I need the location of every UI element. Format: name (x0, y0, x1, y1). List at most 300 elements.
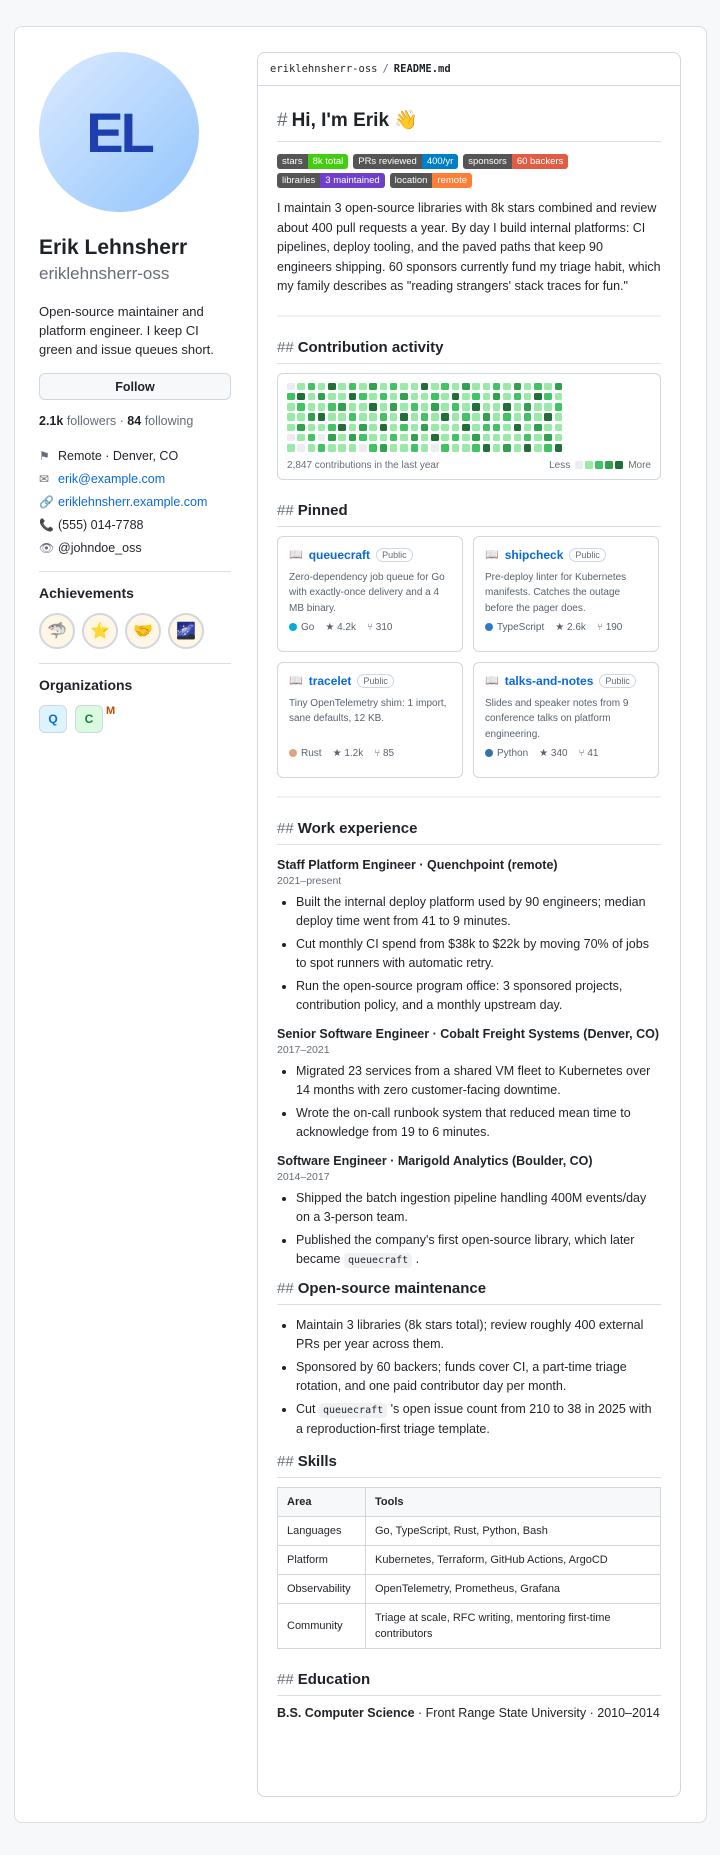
job-title: Staff Platform Engineer · Quenchpoint (remote) (277, 857, 558, 872)
pin-header (485, 674, 647, 688)
org-extra-badge[interactable]: M (106, 705, 116, 717)
contribution-cell[interactable] (431, 424, 439, 432)
contribution-cell[interactable] (359, 413, 367, 421)
table-cell: Community (278, 1603, 366, 1648)
education-heading-text: Education (297, 1670, 371, 1688)
phone-text: (555) 014-7788 (58, 517, 144, 532)
repo-description: Zero-dependency job queue for Go with exactly-once delivery and a 4 MB binary. (289, 571, 445, 614)
repo-stars[interactable] (325, 622, 356, 633)
contribution-cell[interactable] (493, 403, 501, 411)
contribution-cell[interactable] (555, 383, 563, 391)
followers-label: followers (66, 414, 117, 428)
contribution-cell[interactable] (483, 403, 491, 411)
contribution-cell[interactable] (503, 413, 511, 421)
contribution-cell[interactable] (431, 393, 439, 401)
contribution-cell[interactable] (544, 403, 552, 411)
contribution-cell[interactable] (441, 424, 449, 432)
contribution-cell[interactable] (555, 393, 563, 401)
contribution-cell[interactable] (514, 383, 522, 391)
contribution-cell[interactable] (514, 434, 522, 442)
fork-icon: ⑂ (578, 747, 588, 759)
contribution-cell[interactable] (318, 383, 326, 391)
contribution-cell[interactable] (287, 424, 295, 432)
contribution-cell[interactable] (524, 413, 532, 421)
contribution-cell[interactable] (544, 383, 552, 391)
repo-forks[interactable] (579, 748, 599, 759)
contribution-cell[interactable] (308, 424, 316, 432)
follow-button[interactable]: Follow (39, 373, 231, 400)
pin-header (289, 548, 451, 562)
contribution-cell[interactable] (421, 383, 429, 391)
contribution-cell[interactable] (483, 424, 491, 432)
contribution-cell[interactable] (514, 424, 522, 432)
following-link[interactable] (127, 414, 193, 428)
contribution-cell[interactable] (369, 434, 377, 442)
contribution-cell[interactable] (524, 424, 532, 432)
contribution-cell[interactable] (472, 383, 480, 391)
shark-icon[interactable]: 🦈 (39, 613, 75, 649)
profile-login: eriklehnsherr-oss (39, 264, 170, 283)
email-link[interactable]: erik@example.com (58, 471, 166, 486)
contribution-cell[interactable] (400, 403, 408, 411)
contribution-cell[interactable] (483, 413, 491, 421)
contribution-cell[interactable] (472, 444, 480, 452)
contribution-cell[interactable] (441, 434, 449, 442)
contribution-cell[interactable] (328, 444, 336, 452)
contribution-cell[interactable] (472, 403, 480, 411)
repo-meta (485, 622, 647, 633)
website-row (39, 490, 231, 513)
list-item: • Sponsored by 60 backers; funds cover CI, a part-time triage rotation, and one paid contributor day per month. (296, 1358, 661, 1396)
readme-body (258, 108, 680, 1720)
contribution-cell[interactable] (349, 434, 357, 442)
repo-forks[interactable] (597, 622, 622, 633)
contribution-cell[interactable] (452, 434, 460, 442)
website-link[interactable]: eriklehnsherr.example.com (58, 494, 208, 509)
contribution-cell[interactable] (359, 424, 367, 432)
contribution-cell[interactable] (514, 393, 522, 401)
contribution-cell[interactable] (452, 444, 460, 452)
contribution-cell[interactable] (452, 424, 460, 432)
contribution-cell[interactable] (534, 424, 542, 432)
legend-cell (595, 461, 603, 469)
contribution-cell[interactable] (349, 413, 357, 421)
legend-cell (605, 461, 613, 469)
contribution-cell[interactable] (534, 444, 542, 452)
contribution-cell[interactable] (400, 383, 408, 391)
contribution-cell[interactable] (472, 393, 480, 401)
contribution-cell[interactable] (349, 383, 357, 391)
job-title: Software Engineer · Marigold Analytics (Boulder, CO) (277, 1153, 593, 1168)
contribution-cell[interactable] (380, 434, 388, 442)
repo-link[interactable]: shipcheck (504, 547, 564, 562)
pinned-repo-card[interactable] (277, 536, 463, 652)
contribution-cell[interactable] (514, 444, 522, 452)
section-divider (277, 796, 661, 798)
contribution-cell[interactable] (555, 444, 563, 452)
list-item: • Shipped the batch ingestion pipeline handling 400M events/day on a 3-person team. (296, 1189, 661, 1227)
table-cell: Observability (278, 1574, 366, 1603)
contribution-cell[interactable] (514, 403, 522, 411)
contribution-cell[interactable] (441, 444, 449, 452)
contribution-cell[interactable] (297, 413, 305, 421)
contribution-cell[interactable] (328, 434, 336, 442)
contribution-cell[interactable] (514, 413, 522, 421)
contribution-cell[interactable] (441, 383, 449, 391)
shield-badge (353, 154, 458, 169)
shield-value: 8k total (308, 154, 349, 169)
contribution-cell[interactable] (452, 413, 460, 421)
contribution-cell[interactable] (441, 413, 449, 421)
contribution-cell[interactable] (483, 434, 491, 442)
contribution-cell[interactable] (380, 424, 388, 432)
contribution-cell[interactable] (390, 403, 398, 411)
contribution-cell[interactable] (534, 393, 542, 401)
contribution-cell[interactable] (524, 403, 532, 411)
contribution-cell[interactable] (338, 403, 346, 411)
heading-marker: ## (277, 1670, 294, 1688)
contribution-cell[interactable] (400, 444, 408, 452)
job-bullets (277, 893, 661, 1015)
contribution-cell[interactable] (493, 434, 501, 442)
contribution-cell[interactable] (441, 403, 449, 411)
contribution-cell[interactable] (524, 434, 532, 442)
contribution-cell[interactable] (411, 403, 419, 411)
contribution-heading (277, 339, 661, 364)
contribution-cell[interactable] (380, 444, 388, 452)
contribution-cell[interactable] (338, 393, 346, 401)
organization-avatar[interactable]: Q (39, 705, 67, 733)
contribution-cell[interactable] (400, 434, 408, 442)
contribution-cell[interactable] (493, 393, 501, 401)
contribution-cell[interactable] (308, 403, 316, 411)
contribution-cell[interactable] (287, 403, 295, 411)
book-icon: 📖 (289, 675, 303, 688)
repo-forks[interactable] (374, 748, 394, 759)
contribution-cell[interactable] (483, 393, 491, 401)
contribution-cell[interactable] (503, 444, 511, 452)
table-header: Tools (366, 1487, 661, 1516)
star-icon: ★ (332, 747, 345, 759)
contribution-cell[interactable] (297, 403, 305, 411)
repo-link[interactable]: queuecraft (308, 547, 371, 562)
list-item: • Maintain 3 libraries (8k stars total); review roughly 400 external PRs per year across them. (296, 1316, 661, 1354)
contribution-cell[interactable] (308, 444, 316, 452)
contribution-cell[interactable] (503, 403, 511, 411)
contribution-cell[interactable] (338, 444, 346, 452)
heading-marker: ## (277, 338, 294, 356)
language-color-dot (485, 749, 493, 757)
contribution-cell[interactable] (411, 444, 419, 452)
contribution-cell[interactable] (544, 444, 552, 452)
contribution-cell[interactable] (369, 393, 377, 401)
contribution-cell[interactable] (287, 383, 295, 391)
contribution-cell[interactable] (390, 413, 398, 421)
contribution-cell[interactable] (544, 434, 552, 442)
contribution-cell[interactable] (287, 434, 295, 442)
fork-icon: ⑂ (596, 621, 606, 633)
galaxy-icon[interactable]: 🌌 (168, 613, 204, 649)
contribution-cell[interactable] (328, 383, 336, 391)
contribution-cell[interactable] (462, 383, 470, 391)
contribution-cell[interactable] (380, 413, 388, 421)
contribution-cell[interactable] (544, 424, 552, 432)
star-count: 340 (550, 747, 568, 759)
contribution-cell[interactable] (308, 393, 316, 401)
repo-description: Tiny OpenTelemetry shim: 1 import, sane defaults, 12 KB. (289, 697, 447, 725)
repo-name[interactable]: eriklehnsherr-oss (270, 63, 378, 75)
contribution-cell[interactable] (411, 393, 419, 401)
contribution-cell[interactable] (421, 444, 429, 452)
contribution-cell[interactable] (359, 393, 367, 401)
contribution-cell[interactable] (534, 434, 542, 442)
contribution-cell[interactable] (493, 413, 501, 421)
language-name: TypeScript (497, 621, 545, 633)
contribution-cell[interactable] (390, 434, 398, 442)
contribution-cell[interactable] (369, 444, 377, 452)
contribution-cell[interactable] (400, 424, 408, 432)
contribution-cell[interactable] (369, 403, 377, 411)
contribution-cell[interactable] (328, 413, 336, 421)
contribution-cell[interactable] (297, 393, 305, 401)
contribution-cell[interactable] (462, 413, 470, 421)
table-cell: Kubernetes, Terraform, GitHub Actions, ArgoCD (366, 1545, 661, 1574)
contribution-cell[interactable] (338, 424, 346, 432)
contribution-cell[interactable] (318, 403, 326, 411)
contribution-cell[interactable] (472, 413, 480, 421)
repo-meta (289, 622, 451, 633)
contribution-cell[interactable] (338, 383, 346, 391)
contribution-cell[interactable] (297, 383, 305, 391)
shield-badge (390, 173, 472, 188)
contribution-cell[interactable] (359, 444, 367, 452)
contribution-cell[interactable] (534, 383, 542, 391)
contribution-cell[interactable] (400, 393, 408, 401)
star-icon[interactable]: ⭐ (82, 613, 118, 649)
contribution-cell[interactable] (493, 424, 501, 432)
contribution-cell[interactable] (462, 403, 470, 411)
contribution-cell[interactable] (524, 383, 532, 391)
contribution-cell[interactable] (349, 424, 357, 432)
contribution-cell[interactable] (359, 434, 367, 442)
contribution-cell[interactable] (493, 444, 501, 452)
contribution-cell[interactable] (503, 434, 511, 442)
contribution-cell[interactable] (431, 444, 439, 452)
contribution-cell[interactable] (452, 403, 460, 411)
profile-bio: Open-source maintainer and platform engineer. I keep CI green and issue queues short. (39, 304, 214, 357)
contribution-cell[interactable] (544, 393, 552, 401)
mail-icon: ✉ (39, 471, 50, 486)
contribution-cell[interactable] (338, 434, 346, 442)
repo-stars[interactable] (555, 622, 586, 633)
shield-label: stars (277, 154, 308, 169)
contribution-cell[interactable] (421, 403, 429, 411)
avatar[interactable]: EL (39, 52, 199, 212)
location-text: Remote · Denver, CO (58, 448, 179, 463)
contribution-cell[interactable] (287, 444, 295, 452)
language-color-dot (485, 623, 493, 631)
organization-avatar[interactable]: C (75, 705, 103, 733)
skills-heading (277, 1453, 661, 1478)
contribution-cell[interactable] (544, 413, 552, 421)
contribution-cell[interactable] (472, 424, 480, 432)
table-header-row (278, 1487, 661, 1516)
organization-list (39, 705, 231, 733)
repo-description: Pre-deploy linter for Kubernetes manifests. Catches the outage before the pager does. (485, 571, 627, 614)
contribution-cell[interactable] (380, 403, 388, 411)
contribution-cell[interactable] (380, 393, 388, 401)
contribution-cell[interactable] (462, 434, 470, 442)
contribution-cell[interactable] (287, 413, 295, 421)
contribution-cell[interactable] (555, 413, 563, 421)
contribution-cell[interactable] (390, 424, 398, 432)
contribution-cell[interactable] (318, 444, 326, 452)
contribution-cell[interactable] (483, 444, 491, 452)
contribution-legend (549, 460, 651, 471)
contribution-cell[interactable] (390, 383, 398, 391)
pinned-repos (277, 536, 661, 778)
list-item: • Cut monthly CI spend from $38k to $22k by moving 70% of jobs to spot runners with automatic retry. (296, 935, 661, 973)
contribution-footer (287, 460, 651, 471)
contribution-cell[interactable] (308, 413, 316, 421)
contribution-cell[interactable] (452, 393, 460, 401)
shield-value: remote (432, 173, 472, 188)
contribution-cell[interactable] (431, 434, 439, 442)
repo-language (289, 748, 322, 759)
contribution-cell[interactable] (452, 383, 460, 391)
repo-forks[interactable] (367, 622, 392, 633)
repo-link[interactable]: tracelet (308, 673, 352, 688)
inline-code: queuecraft (344, 1253, 412, 1268)
contribution-cell[interactable] (534, 413, 542, 421)
contribution-cell[interactable] (462, 424, 470, 432)
pinned-repo-card[interactable] (473, 662, 659, 778)
heading-marker: # (277, 110, 288, 131)
handshake-icon[interactable]: 🤝 (125, 613, 161, 649)
contribution-cell[interactable] (328, 424, 336, 432)
contribution-cell[interactable] (411, 383, 419, 391)
contribution-cell[interactable] (462, 444, 470, 452)
contribution-cell[interactable] (431, 383, 439, 391)
pinned-repo-card[interactable] (277, 662, 463, 778)
contribution-cell[interactable] (524, 444, 532, 452)
contribution-cell[interactable] (369, 424, 377, 432)
contribution-cell[interactable] (287, 393, 295, 401)
contribution-cell[interactable] (297, 424, 305, 432)
contribution-cell[interactable] (421, 393, 429, 401)
contribution-cell[interactable] (390, 444, 398, 452)
contribution-cell[interactable] (431, 403, 439, 411)
book-icon: 📖 (485, 549, 499, 562)
contribution-cell[interactable] (400, 413, 408, 421)
contribution-cell[interactable] (297, 434, 305, 442)
contribution-cell[interactable] (462, 393, 470, 401)
followers-count: 2.1k (39, 414, 64, 428)
list-item-text: . (415, 1251, 420, 1266)
contribution-cell[interactable] (483, 383, 491, 391)
list-item-text: Cut (296, 1401, 316, 1416)
heading-marker: ## (277, 1452, 294, 1470)
contribution-cell[interactable] (503, 424, 511, 432)
contribution-cell[interactable] (503, 383, 511, 391)
contribution-cell[interactable] (318, 393, 326, 401)
table-row (278, 1545, 661, 1574)
contribution-cell[interactable] (421, 434, 429, 442)
intro-paragraph: I maintain 3 open-source libraries with 8k stars combined and review about 400 pull requests a year. By day I build internal platforms: CI pipelines, deploy tooling, and the paved paths that keep 90 engineers shipping. 60 sponsors currently fund my triage habit, which my family describes as "reading strangers' stack traces for fun." (277, 201, 661, 293)
education-entry (277, 1706, 661, 1720)
contribution-cell[interactable] (555, 403, 563, 411)
contribution-cell[interactable] (555, 434, 563, 442)
contribution-cell[interactable] (411, 413, 419, 421)
table-cell: Platform (278, 1545, 366, 1574)
contribution-cell[interactable] (534, 403, 542, 411)
followers-link[interactable] (39, 414, 116, 428)
readme-panel (257, 52, 681, 1797)
contribution-cell[interactable] (359, 403, 367, 411)
repo-stars[interactable] (539, 748, 567, 759)
contribution-cell[interactable] (369, 413, 377, 421)
contribution-cell[interactable] (524, 393, 532, 401)
stats-separator: · (119, 414, 124, 428)
contribution-cell[interactable] (555, 424, 563, 432)
shield-value: 60 backers (512, 154, 568, 169)
contribution-cell[interactable] (328, 393, 336, 401)
contribution-cell[interactable] (338, 413, 346, 421)
contribution-cell[interactable] (308, 383, 316, 391)
contribution-cell[interactable] (318, 424, 326, 432)
contribution-cell[interactable] (318, 413, 326, 421)
contribution-cell[interactable] (441, 393, 449, 401)
fork-count: 190 (605, 621, 623, 633)
contribution-cell[interactable] (421, 424, 429, 432)
fork-count: 85 (383, 747, 395, 759)
table-row (278, 1603, 661, 1648)
contribution-cell[interactable] (411, 434, 419, 442)
contribution-cell[interactable] (421, 413, 429, 421)
contribution-cell[interactable] (359, 383, 367, 391)
pinned-repo-card[interactable] (473, 536, 659, 652)
contribution-cell[interactable] (380, 383, 388, 391)
contribution-cell[interactable] (411, 424, 419, 432)
job-dates: 2017–2021 (277, 1043, 330, 1056)
contribution-cell[interactable] (349, 444, 357, 452)
work-heading-text: Work experience (297, 819, 418, 837)
contribution-cell[interactable] (472, 434, 480, 442)
fork-icon: ⑂ (374, 747, 383, 759)
table-row (278, 1516, 661, 1545)
contribution-cell[interactable] (349, 393, 357, 401)
contribution-cell[interactable] (431, 413, 439, 421)
oss-heading (277, 1280, 661, 1305)
contribution-cell[interactable] (308, 434, 316, 442)
table-row (278, 1574, 661, 1603)
legend-cell (615, 461, 623, 469)
contribution-cell[interactable] (349, 403, 357, 411)
shield-badge (277, 173, 385, 188)
contribution-cell[interactable] (390, 393, 398, 401)
repo-stars[interactable] (333, 748, 364, 759)
contribution-cell[interactable] (369, 383, 377, 391)
contribution-cell[interactable] (318, 434, 326, 442)
job-title: Senior Software Engineer · Cobalt Freight Systems (Denver, CO) (277, 1026, 660, 1041)
repo-meta (289, 748, 451, 759)
repo-link[interactable]: talks-and-notes (504, 673, 594, 688)
contribution-cell[interactable] (493, 383, 501, 391)
contribution-cell[interactable] (503, 393, 511, 401)
social-handle: @johndoe_oss (58, 540, 142, 555)
contribution-cell[interactable] (328, 403, 336, 411)
contribution-cell[interactable] (297, 444, 305, 452)
